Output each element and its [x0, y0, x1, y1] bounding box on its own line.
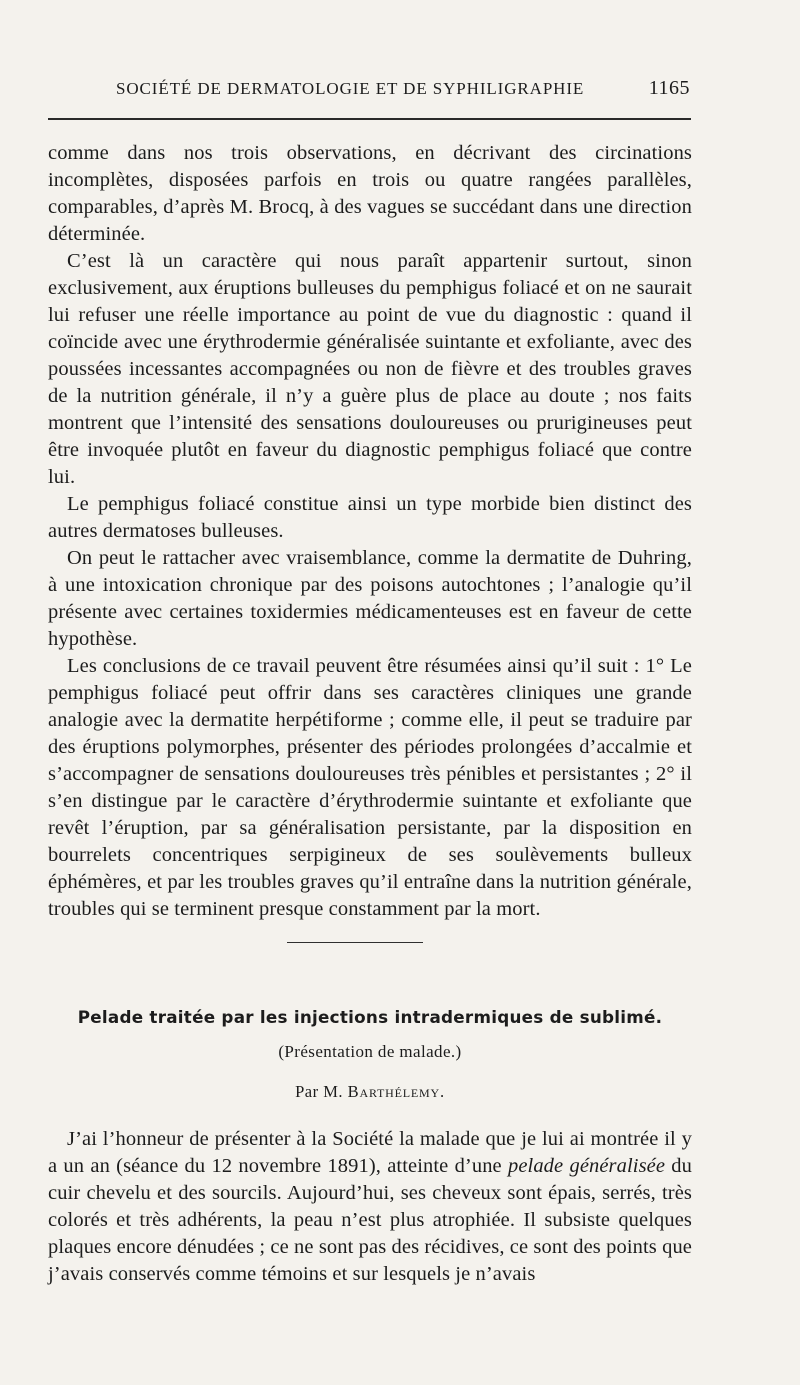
paragraph-pelade-end: du cuir chevelu et des sourcils. Aujourd’hui, ses cheveux sont épais, serrés, très colorés et très adhérents, la peau n’est plus atrophiée. Il subsiste quelques plaques encore dénudées ; ce ne sont pas des récidives, ce sont des points que j’avais conservés comme témoins et sur lesquels je n’avais [48, 1155, 692, 1285]
paragraph-continued: comme dans nos trois observations, en décrivant des circinations incomplètes, disposées parfois en trois ou quatre rangées parallèles, comparables, d’après M. Brocq, à des vagues se succédant dans une direction déterminée. [48, 142, 692, 245]
section-divider [287, 942, 423, 943]
presentation-note: (Présentation de malade.) [278, 1042, 462, 1061]
paragraph-diagnostic: C’est là un caractère qui nous paraît appartenir surtout, sinon exclusivement, aux éruptions bulleuses du pemphigus foliacé et on ne saurait lui refuser une réelle importance au point de vue du diagnostic : quand il coïncide avec une érythrodermie généralisée suintante et exfoliante, avec des poussées incessantes accompagnées ou non de fièvre et des troubles graves de la nutrition générale, il n’y a guère plus de place au doute ; nos faits montrent que l’intensité des sensations douloureuses ou prurigineuses peut être invoquée plutôt en faveur du diagnostic pemphigus foliacé que contre lui. [48, 250, 692, 488]
author-name: Barthélemy. [347, 1082, 445, 1101]
author-line [48, 1080, 692, 1104]
paragraph-pelade-emphasis: pelade généralisée [507, 1155, 666, 1177]
author-prefix: Par M. [295, 1082, 344, 1101]
paragraph-pelade [48, 1126, 692, 1288]
page-number: 1165 [648, 77, 690, 99]
paragraph-pelade-start: J’ai l’honneur de présenter à la Société la malade que je lui ai montrée il y a un an (séance du 12 novembre 1891), atteinte d’une [48, 1128, 692, 1177]
paragraph-intoxication: On peut le rattacher avec vraisemblance, comme la dermatite de Duhring, à une intoxication chronique par des poisons autochtones ; l’analogie qu’il présente avec certaines toxidermies médicamenteuses est en faveur de cette hypothèse. [48, 547, 692, 650]
paragraph-type-morbide: Le pemphigus foliacé constitue ainsi un type morbide bien distinct des autres dermatoses bulleuses. [48, 493, 692, 542]
section-title: Pelade traitée par les injections intradermiques de sublimé. [77, 1007, 663, 1027]
body-text-section-2 [48, 1126, 692, 1288]
body-text-section-1 [48, 140, 692, 923]
running-title: SOCIÉTÉ DE DERMATOLOGIE ET DE SYPHILIGRAPHIE [116, 79, 585, 98]
running-head [48, 76, 690, 102]
paragraph-conclusions: Les conclusions de ce travail peuvent être résumées ainsi qu’il suit : 1° Le pemphigus foliacé peut offrir dans ses caractères cliniques une grande analogie avec la dermatite herpétiforme ; comme elle, il peut se traduire par des éruptions polymorphes, présenter des périodes prolongées d’accalmie et s’accompagner de sensations douloureuses très pénibles et persistantes ; 2° il s’en distingue par le caractère d’érythrodermie suintante et exfoliante que revêt l’éruption, par sa généralisation persistante, par la disposition en bourrelets concentriques serpigineux de ses soulèvements bulleux éphémères, et par les troubles graves qu’il entraîne dans la nutrition générale, troubles qui se terminent presque constamment par la mort. [48, 655, 692, 920]
header-rule [48, 118, 691, 120]
